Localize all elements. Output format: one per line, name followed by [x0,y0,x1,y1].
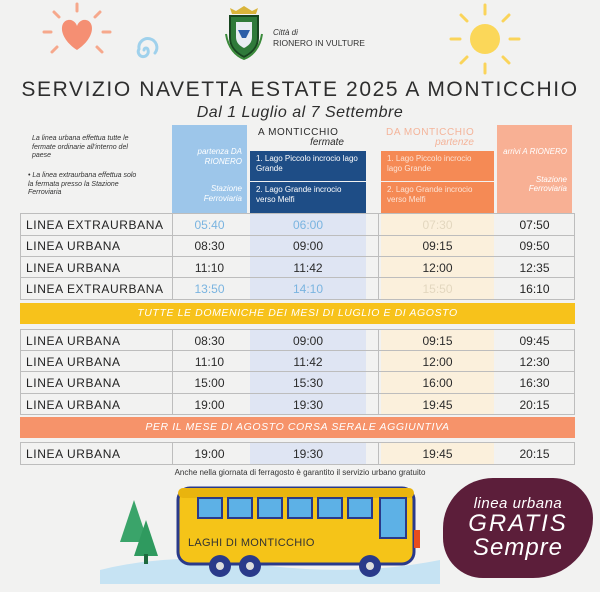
time-stop: 15:30 [292,376,324,390]
grid-line [20,414,575,415]
header-to-monticchio-title: A MONTICCHIO [258,127,339,138]
spiral-icon [130,34,162,66]
header-departure-label: partenza DA RIONERO [197,147,242,166]
header-stop-1: 1. Lago Piccolo incrocio lago Grande [250,151,366,181]
time-arrival: 20:15 [519,398,550,412]
time-departure: 11:10 [194,261,225,275]
badge-line-3: Sempre [472,534,564,561]
time-stop: 06:00 [292,218,324,232]
time-return: 12:00 [422,261,453,275]
grid-line [20,350,575,351]
time-return: 09:15 [422,334,453,348]
grid-line [378,213,379,299]
row-line-label: LINEA EXTRAURBANA [26,282,164,296]
row-line-label: LINEA URBANA [26,261,121,275]
time-arrival: 12:35 [519,261,550,275]
grid-line [574,329,575,414]
time-departure: 08:30 [194,239,225,253]
grid-line [20,299,575,300]
grid-line [20,277,575,278]
grid-line [20,371,575,372]
time-arrival: 12:30 [519,355,550,369]
sun-icon [448,2,522,76]
band-august: PER IL MESE DI AGOSTO CORSA SERALE AGGIUNTIVA [20,417,575,438]
grid-line [20,442,575,443]
time-arrival: 09:50 [519,239,550,253]
grid-line [20,235,575,236]
time-return: 16:00 [422,376,453,390]
city-prefix: Città di [273,28,298,37]
header-departures-label: partenze [435,137,474,148]
header-stops-label: fermate [310,137,344,148]
time-arrival: 20:15 [519,447,550,461]
grid-line [574,213,575,299]
badge-line-2: GRATIS [468,510,568,537]
row-line-label: LINEA URBANA [26,355,121,369]
city-logo-text [273,28,365,48]
grid-line [378,329,379,414]
header-from-monticchio [381,125,494,213]
grid-line [20,329,575,330]
time-departure: 19:00 [194,447,225,461]
bus-illustration [100,480,440,584]
time-return: 12:00 [422,355,453,369]
time-stop: 19:30 [292,447,324,461]
city-name: RIONERO IN VULTURE [273,38,365,48]
free-service-badge [443,478,593,578]
header-departure-rionero [172,125,247,213]
header-station-left: Stazione Ferroviaria [203,184,242,203]
header-from-monticchio-title: DA MONTICCHIO [386,127,475,138]
time-return: 19:45 [422,398,453,412]
header-stop-2: 2. Lago Grande incrocio verso Melfi [250,182,366,213]
time-stop: 11:42 [293,261,323,275]
badge-line-1: linea urbana [473,495,563,512]
time-arrival: 07:50 [519,218,550,232]
header-return-stop-2: 2. Lago Grande incrocio verso Melfi [381,182,494,213]
time-departure: 05:40 [194,218,225,232]
band-sundays: TUTTE LE DOMENICHE DEI MESI DI LUGLIO E DI AGOSTO [20,303,575,324]
time-departure: 19:00 [194,398,225,412]
grid-line [20,213,21,299]
heart-sun-icon [38,2,116,64]
ferragosto-note: Anche nella giornata di ferragosto è garantito il servizio urbano gratuito [174,468,426,477]
time-arrival: 16:10 [519,282,550,296]
header-station-right: Stazione Ferroviaria [528,174,567,193]
time-return: 15:50 [422,282,453,296]
grid-line [574,442,575,464]
grid-line [20,213,575,214]
header-to-monticchio [250,125,366,213]
time-stop: 11:42 [293,355,323,369]
grid-line [20,442,21,464]
time-departure: 13:50 [194,282,225,296]
row-line-label: LINEA URBANA [26,376,121,390]
time-return: 09:15 [422,239,453,253]
row-line-label: LINEA URBANA [26,334,121,348]
time-arrival: 16:30 [519,376,550,390]
page-title: SERVIZIO NAVETTA ESTATE 2025 A MONTICCHIO [21,78,579,101]
time-departure: 08:30 [194,334,225,348]
note-urban-line: La linea urbana effettua tutte le fermate ordinarie all'interno del paese [32,135,129,159]
row-line-label: LINEA URBANA [26,447,121,461]
bus-destination-sign: LAGHI DI MONTICCHIO [188,537,315,549]
time-stop: 19:30 [292,398,324,412]
row-line-label: LINEA URBANA [26,239,121,253]
grid-line [20,329,21,414]
time-departure: 15:00 [194,376,225,390]
coat-of-arms-icon [222,4,266,60]
grid-line [20,393,575,394]
header-arrival-rionero [497,125,572,213]
header-return-stop-1: 1. Lago Piccolo incrocio lago Grande [381,151,494,181]
page-subtitle: Dal 1 Luglio al 7 Settembre [196,104,404,121]
row-line-label: LINEA EXTRAURBANA [26,218,164,232]
grid-line [20,256,575,257]
time-stop: 09:00 [292,334,324,348]
time-stop: 09:00 [292,239,324,253]
time-return: 19:45 [422,447,453,461]
row-line-label: LINEA URBANA [26,398,121,412]
time-arrival: 09:45 [519,334,550,348]
time-return: 07:30 [422,218,453,232]
time-departure: 11:10 [194,355,225,369]
grid-line [378,442,379,464]
note-extraurban-line: • La linea extraurbana effettua solo la fermata presso la Stazione Ferroviaria [28,172,137,196]
header-arrival-label: arrivi A RIONERO [503,147,567,156]
time-stop: 14:10 [292,282,324,296]
grid-line [20,464,575,465]
